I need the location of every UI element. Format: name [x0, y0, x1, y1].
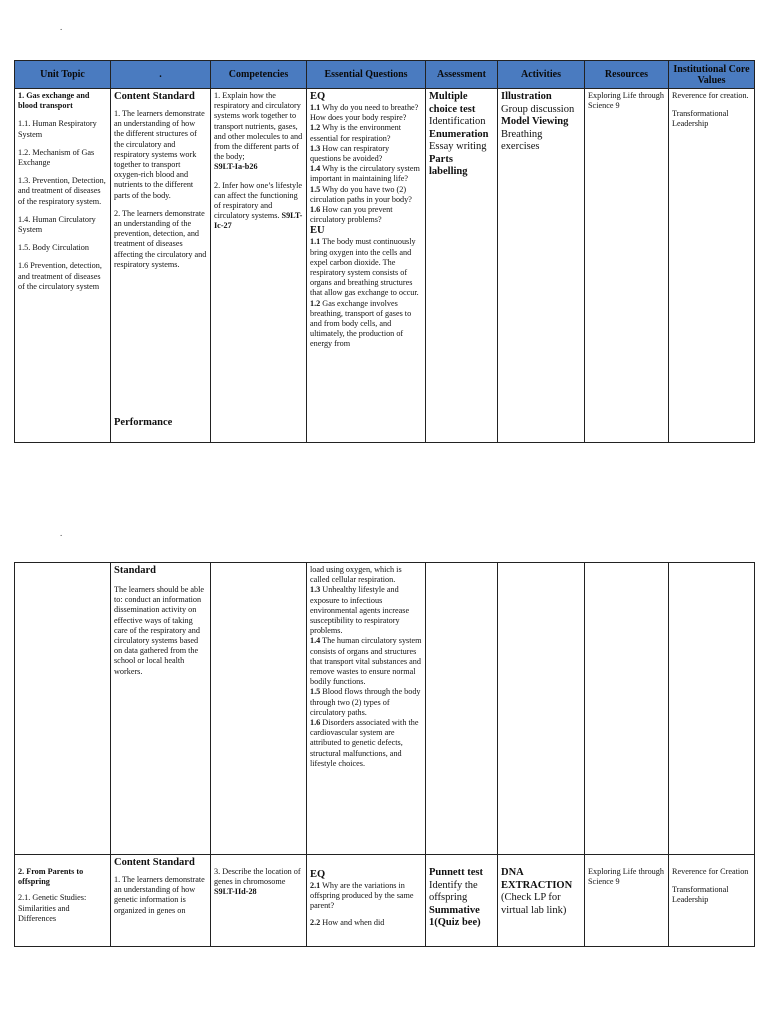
resources-cell [585, 855, 669, 947]
header-assessment: Assessment [426, 61, 498, 89]
assessment-item: Enumeration [429, 128, 489, 140]
curriculum-map-table-2 [14, 562, 755, 947]
essential-questions-cell [307, 89, 426, 443]
core-values-cell [669, 855, 755, 947]
core-value: Transformational Leadership [672, 885, 729, 905]
eu-item: 1.5 Blood flows through the body through two (2) types of circulatory paths. [310, 687, 421, 717]
core-value: Reverence for Creation [672, 867, 749, 876]
eq-heading: EQ [310, 869, 326, 880]
eq-item: 1.1 Why do you need to breathe? How does your body respire? [310, 103, 419, 123]
assessment-cell [426, 89, 498, 443]
performance-heading: Performance [114, 417, 173, 428]
activity-item: Model Viewing [501, 116, 569, 127]
performance-standard-text: The learners should be able to: conduct an information dissemination activity on effective ways of taking care of the respiratory and circulatory systems based on data gathered from the school or local health workers. [114, 585, 205, 676]
essential-questions-cell [307, 855, 426, 947]
eu-item: 1.1 The body must continuously bring oxygen into the cells and expel carbon dioxide. The respiratory system consists of organs and breathing structures that allow gas exchange to occur. [310, 237, 419, 298]
assessment-cell [426, 563, 498, 855]
header-standards: . [111, 61, 211, 89]
page-marker: . [60, 22, 63, 32]
eu-item: 1.2 Gas exchange involves breathing, transport of gases to and from body cells, and ultimately, the production of energy from [310, 298, 412, 349]
table-row [15, 855, 755, 947]
header-resources: Resources [585, 61, 669, 89]
header-row [15, 61, 755, 89]
assessment-item: Multiple choice test [429, 91, 476, 115]
resource-text: Exploring Life through Science 9 [588, 91, 664, 111]
eq-item: 1.3 How can respiratory questions be avoided? [310, 143, 390, 164]
content-standard-heading: Content Standard [114, 857, 195, 868]
resources-cell [585, 563, 669, 855]
eq-item: 2.2 How and when did [310, 917, 385, 927]
header-core-values: Institutional Core Values [669, 61, 755, 89]
curriculum-map-table-1 [14, 60, 755, 443]
unit-item: 1.6 Prevention, detection, and treatment of diseases of the circulatory system [18, 261, 102, 291]
activities-cell [498, 89, 585, 443]
eu-heading: EU [310, 225, 325, 237]
assessment-item: Essay writing [429, 141, 487, 152]
unit-topic-cell [15, 89, 111, 443]
unit-title: 2. From Parents to offspring [18, 867, 84, 887]
resources-cell [585, 89, 669, 443]
unit-item: 2.1. Genetic Studies: Similarities and Differences [18, 893, 87, 923]
competency-text: 1. Explain how the respiratory and circulatory systems work together to transport nutrients, gases, and other molecules to and from the different parts of the body; [214, 91, 303, 162]
eu-item: 1.6 Disorders associated with the cardiovascular system are attributed to genetic defects, structural malfunctions, and lifestyle choices. [310, 718, 419, 768]
core-value: Transformational Leadership [672, 109, 729, 129]
standard-heading: Standard [114, 565, 157, 576]
competency-text: 2. Infer how one’s lifestyle can affect the functioning of respiratory and circulatory systems. [214, 180, 302, 221]
assessment-item: Punnett test [429, 867, 483, 878]
activity-item: exercises [501, 141, 540, 152]
unit-item: 1.1. Human Respiratory System [18, 119, 97, 139]
header-competencies: Competencies [211, 61, 307, 89]
header-activities: Activities [498, 61, 585, 89]
activity-item: Group discussion [501, 103, 575, 115]
activity-item: Illustration [501, 91, 552, 102]
activities-cell [498, 563, 585, 855]
activity-note: (Check LP for virtual lab link) [501, 892, 567, 916]
unit-item: 1.5. Body Circulation [18, 243, 89, 253]
eu-item: 1.3 Unhealthy lifestyle and exposure to infectious environmental agents increase susceptibility to respiratory problems. [310, 585, 410, 636]
competencies-cell [211, 855, 307, 947]
activity-title: DNA EXTRACTION [501, 867, 573, 891]
competencies-cell [211, 563, 307, 855]
eq-item: 1.5 Why do you have two (2) circulation paths in your body? [310, 184, 412, 204]
assessment-item: Parts labelling [429, 153, 468, 177]
eq-item: 1.6 How can you prevent circulatory problems? [310, 205, 393, 225]
unit-item: 1.3. Prevention, Detection, and treatment of diseases of the respiratory system. [18, 176, 106, 206]
header-essential-questions: Essential Questions [307, 61, 426, 89]
standards-cell [111, 563, 211, 855]
eu-item: 1.4 The human circulatory system consists of organs and structures that transport vital substances and remove wastes to ensure normal bodily functions. [310, 636, 422, 687]
standard-item: 1. The learners demonstrate an understanding of how genetic information is organized in genes on [114, 875, 205, 915]
competencies-cell [211, 89, 307, 443]
core-values-cell [669, 89, 755, 443]
eq-item: 1.4 Why is the circulatory system important in maintaining life? [310, 164, 420, 184]
standards-cell [111, 855, 211, 947]
content-standard-heading: Content Standard [114, 91, 195, 102]
competency-code: S9LT-Ia-b26 [214, 162, 258, 172]
assessment-item: Identification [429, 116, 486, 127]
eu-item: load using oxygen, which is called cellular respiration. [310, 565, 402, 585]
core-value: Reverence for creation. [672, 91, 749, 100]
activity-item: Breathing [501, 128, 543, 140]
standard-item: 2. The learners demonstrate an understanding of the prevention, detection, and treatment of diseases affecting the circulatory and respiratory systems. [114, 208, 207, 269]
standards-cell [111, 89, 211, 443]
assessment-item: Identify the offspring [429, 879, 478, 903]
eq-heading: EQ [310, 91, 326, 102]
header-unit-topic: Unit Topic [15, 61, 111, 89]
essential-questions-cell [307, 563, 426, 855]
standard-item: 1. The learners demonstrate an understanding of how the different structures of the circulatory and respiratory systems work together to transport oxygen-rich blood and nutrients to the different parts of the body. [114, 109, 205, 200]
eq-item: 2.1 Why are the variations in offspring produced by the same parent? [310, 881, 414, 911]
unit-topic-cell [15, 855, 111, 947]
activities-cell [498, 855, 585, 947]
eq-item: 1.2 Why is the environment essential for respiration? [310, 123, 402, 143]
core-values-cell [669, 563, 755, 855]
unit-topic-cell [15, 563, 111, 855]
table-row [15, 89, 755, 443]
table-row [15, 563, 755, 855]
competency-code: S9LT-IId-28 [214, 887, 257, 897]
assessment-cell [426, 855, 498, 947]
assessment-item: Summative 1(Quiz bee) [429, 904, 481, 928]
unit-item: 1.4. Human Circulatory System [18, 214, 96, 235]
unit-item: 1.2. Mechanism of Gas Exchange [18, 147, 95, 168]
competency-code: S9LT-Ic-27 [214, 211, 303, 231]
unit-title: 1. Gas exchange and blood transport [18, 91, 90, 111]
page-marker: . [60, 528, 63, 538]
resource-text: Exploring Life through Science 9 [588, 867, 664, 887]
competency-text: 3. Describe the location of genes in chromosome [214, 867, 301, 887]
